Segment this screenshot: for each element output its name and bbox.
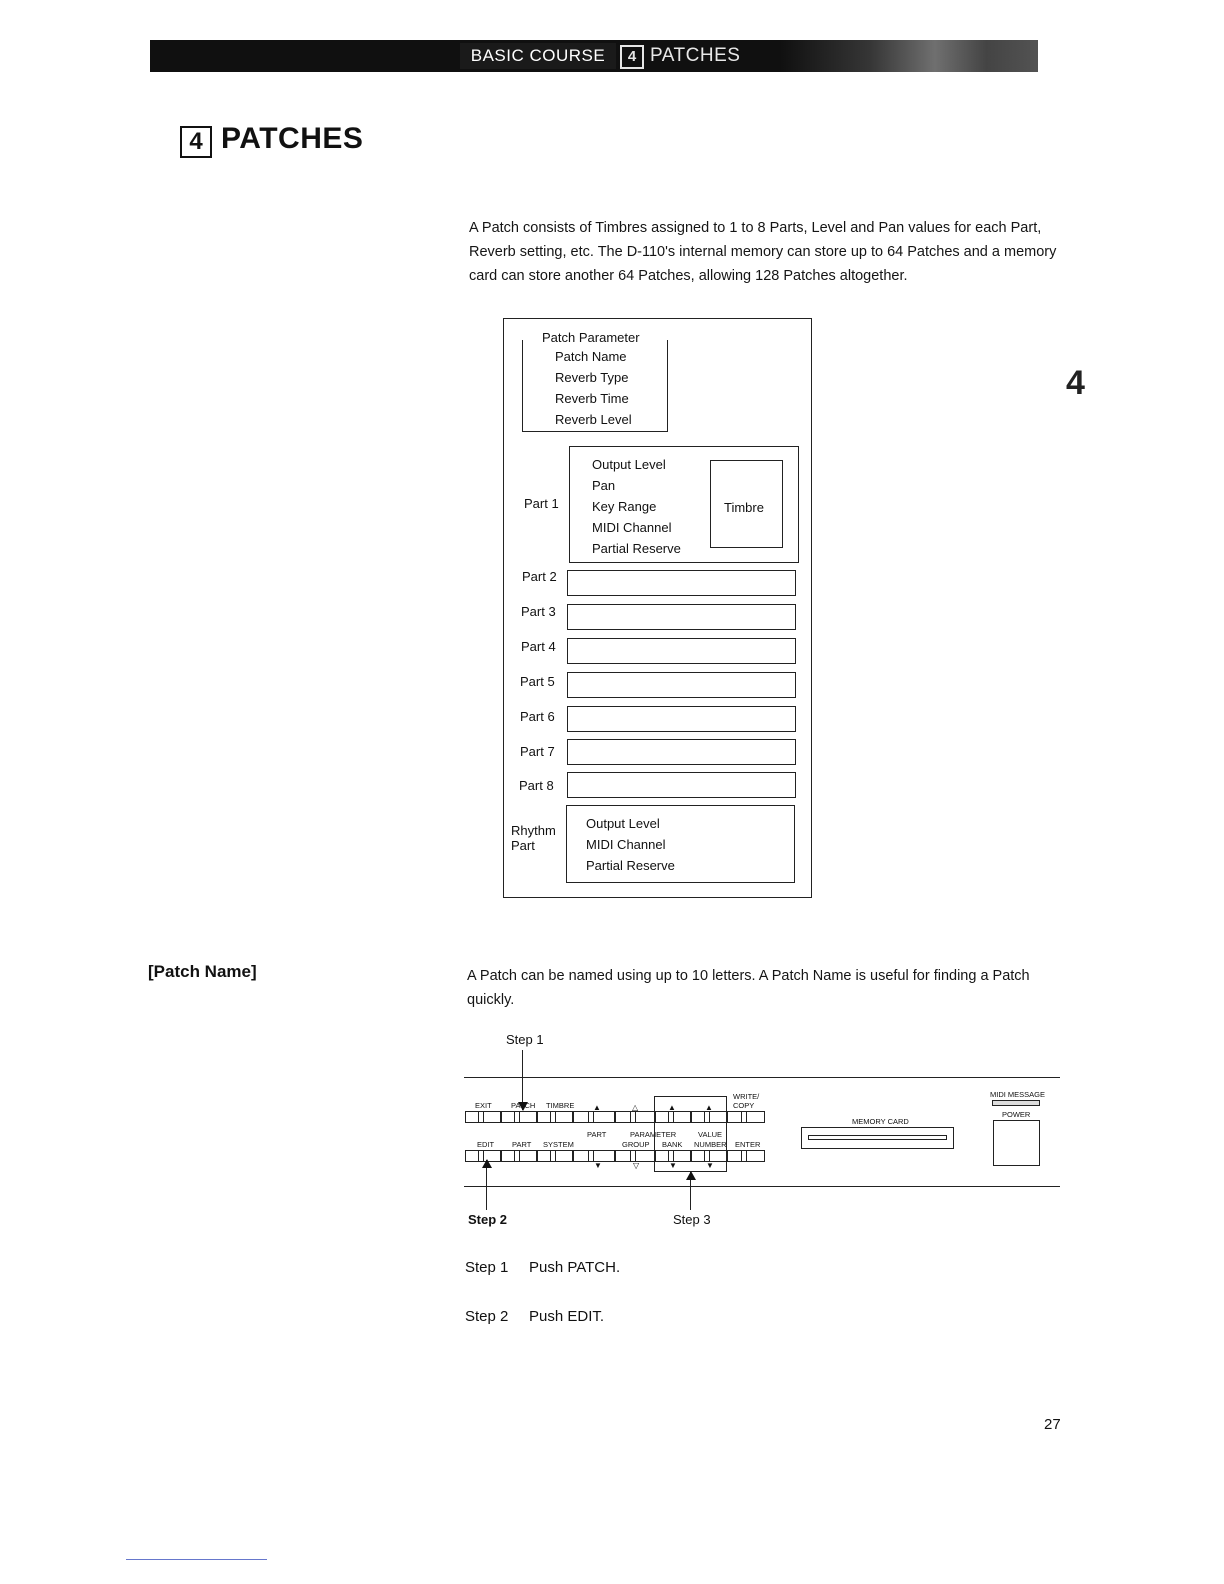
part1-parameter-item: Partial Reserve (592, 541, 681, 556)
triangle-down-icon: ▼ (669, 1161, 677, 1170)
number-label: NUMBER (694, 1140, 727, 1149)
group-label: GROUP (622, 1140, 650, 1149)
rhythm-parameter-item: Output Level (586, 816, 660, 831)
part1-parameter-list (592, 454, 681, 559)
part-box (567, 772, 796, 798)
rhythm-parameter-list (586, 813, 675, 876)
step-item (465, 1308, 604, 1325)
rhythm-part-label (511, 823, 556, 853)
timbre-label: Timbre (724, 500, 764, 515)
patch-name-paragraph: A Patch can be named using up to 10 letters. A Patch Name is useful for finding a Patch quickly. (467, 968, 1030, 1008)
timbre-button-label: TIMBRE (546, 1101, 575, 1110)
header-chapter-title: PATCHES (650, 45, 741, 66)
header-course-label: BASIC COURSE (460, 43, 616, 69)
timbre-button[interactable] (537, 1111, 573, 1123)
step-item (465, 1259, 620, 1276)
patch-parameter-item: Patch Name (555, 349, 627, 364)
part-label: Part 2 (522, 569, 557, 584)
side-chapter-tab: 4 (1066, 364, 1085, 402)
midi-message-label: MIDI MESSAGE (990, 1090, 1046, 1099)
step2-callout: Step 2 (468, 1212, 508, 1227)
step2-arrow (486, 1160, 487, 1210)
memory-card-slot-opening (808, 1135, 947, 1140)
step-item-text: Push PATCH. (529, 1259, 621, 1276)
part-up-button[interactable] (573, 1111, 615, 1123)
step1-callout: Step 1 (506, 1032, 544, 1047)
system-label: SYSTEM (543, 1140, 574, 1149)
panel-top-edge (464, 1077, 1060, 1078)
part-label: Part 7 (520, 744, 555, 759)
page-title: PATCHES (221, 122, 364, 155)
memory-card-label: MEMORY CARD (852, 1117, 909, 1126)
step-item-label: Step 1 (465, 1259, 509, 1276)
footer-rule (126, 1559, 267, 1560)
triangle-up-outline-icon: △ (632, 1103, 639, 1112)
triangle-down-icon: ▼ (594, 1161, 602, 1170)
rhythm-label-line: Part (511, 838, 535, 853)
triangle-up-icon: ▲ (668, 1103, 676, 1112)
triangle-down-outline-icon: ▽ (633, 1161, 640, 1170)
patch-parameter-item: Reverb Type (555, 370, 629, 385)
exit-button[interactable] (465, 1111, 501, 1123)
triangle-up-icon: ▲ (705, 1103, 713, 1112)
parameter-up-button[interactable] (615, 1111, 655, 1123)
patch-parameter-item: Reverb Time (555, 391, 629, 406)
bank-label: BANK (662, 1140, 683, 1149)
part1-label: Part 1 (524, 496, 559, 511)
system-button[interactable] (537, 1150, 573, 1162)
step-item-text: Push EDIT. (529, 1308, 605, 1325)
copy-label: COPY (733, 1101, 755, 1110)
part-group-label: PART (587, 1130, 607, 1139)
part-box (567, 672, 796, 698)
triangle-down-icon: ▼ (706, 1161, 714, 1170)
enter-label: ENTER (735, 1140, 761, 1149)
patch-parameter-title: Patch Parameter (542, 330, 640, 345)
part-box (567, 570, 796, 596)
exit-label: EXIT (475, 1101, 492, 1110)
rhythm-parameter-item: MIDI Channel (586, 837, 666, 852)
patch-button[interactable] (501, 1111, 537, 1123)
part-box (567, 739, 796, 765)
midi-message-indicator (992, 1100, 1040, 1106)
parameter-label: PARAMETER (630, 1130, 677, 1139)
value-group-outline (654, 1096, 727, 1172)
header-texture (780, 40, 1038, 72)
patch-label: PATCH (511, 1101, 536, 1110)
write-copy-button[interactable] (727, 1111, 765, 1123)
rhythm-parameter-item: Partial Reserve (586, 858, 675, 873)
part-label: Part 8 (519, 778, 554, 793)
page-number: 27 (1044, 1416, 1061, 1433)
part-label: Part 6 (520, 709, 555, 724)
step-item-label: Step 2 (465, 1308, 509, 1325)
part1-parameter-item: Key Range (592, 499, 657, 514)
patch-parameter-list (555, 346, 632, 430)
intro-paragraph: A Patch consists of Timbres assigned to 1 to 8 Parts, Level and Pan values for each Part, Reverb setting, etc. The D-110's internal memory can store up to 64 Patches and a memory card can store another 64 Patches, allowing 128 Patches altogether. (469, 220, 1057, 284)
part1-parameter-item: MIDI Channel (592, 520, 672, 535)
power-button[interactable] (993, 1120, 1040, 1166)
panel-bottom-edge (464, 1186, 1060, 1187)
part-box (567, 706, 796, 732)
part-box (567, 638, 796, 664)
header-chapter-number: 4 (620, 45, 644, 69)
power-label: POWER (1002, 1110, 1031, 1119)
part-label: Part 4 (521, 639, 556, 654)
part-button[interactable] (501, 1150, 537, 1162)
enter-button[interactable] (727, 1150, 765, 1162)
part1-parameter-item: Output Level (592, 457, 666, 472)
step3-arrow (690, 1172, 691, 1210)
patch-name-heading: [Patch Name] (148, 962, 257, 981)
part1-parameter-item: Pan (592, 478, 616, 493)
triangle-up-icon: ▲ (593, 1103, 601, 1112)
part-label: Part 5 (520, 674, 555, 689)
step3-callout: Step 3 (673, 1212, 711, 1227)
value-label: VALUE (698, 1130, 723, 1139)
part-label: Part 3 (521, 604, 556, 619)
part-box (567, 604, 796, 630)
write-label: WRITE/ (733, 1092, 760, 1101)
rhythm-label-line: Rhythm (511, 823, 556, 838)
edit-label: EDIT (477, 1140, 495, 1149)
chapter-number-box: 4 (180, 126, 212, 158)
part-label-bottom: PART (512, 1140, 532, 1149)
patch-parameter-item: Reverb Level (555, 412, 632, 427)
